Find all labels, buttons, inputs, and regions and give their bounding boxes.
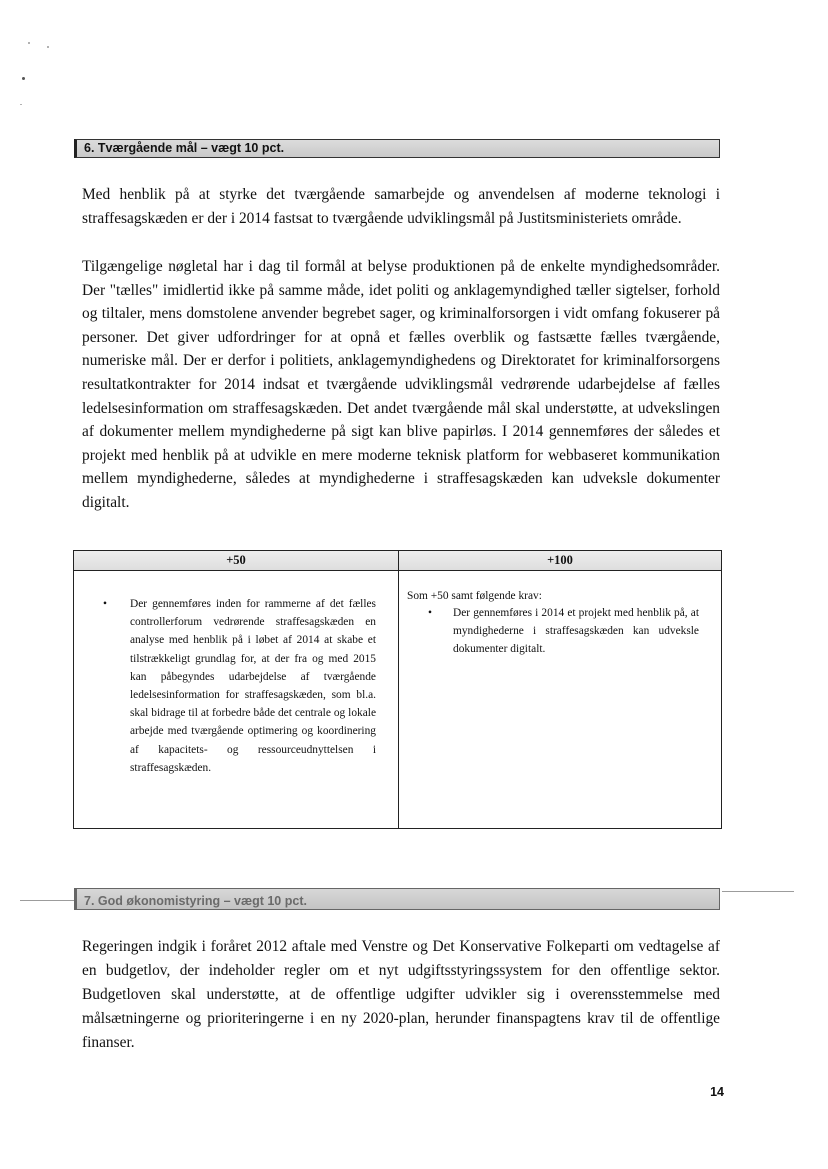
goal-column-50	[74, 551, 399, 828]
goal-100-bullet-text: Der gennemføres i 2014 et projekt med henblik på, at myndighederne i straffesagskæden kan udveksle dokumenter digitalt.	[453, 607, 699, 656]
bullet-icon: •	[428, 607, 432, 619]
goal-table	[73, 550, 722, 829]
section-6-paragraph-2: Tilgængelige nøgletal har i dag til formål at belyse produktionen på de enkelte myndighedsområder. Der "tælles" imidlertid ikke på samme måde, idet politi og anklagemyndighed tæller sigtelser, forhold og tiltaler, mens domstolene anvender begrebet sager, og kriminalforsorgen i vidt omfang fokuserer på personer. Det giver udfordringer for at opnå et fælles overblik og fastsætte fælles tværgående, numeriske mål. Der er derfor i politiets, anklagemyndighedens og Direktoratet for kriminalforsorgens resultatkontrakter for 2014 indsat et tværgående udviklingsmål vedrørende udarbejdelse af fælles ledelsesinformation om straffesagskæden. Det andet tværgående mål skal understøtte, at udvekslingen af dokumenter mellem myndighederne på sigt kan blive papirløs. I 2014 gennemføres der således et projekt med henblik på at udvikle en mere moderne teknisk platform for webbaseret kommunikation mellem myndighederne, således at myndighederne i straffesagskæden kan udveksle dokumenter digitalt.	[82, 258, 720, 511]
goal-100-intro: Som +50 samt følgende krav:	[407, 590, 542, 602]
section-7-paragraph-1: Regeringen indgik i foråret 2012 aftale med Venstre og Det Konservative Folkeparti om vedtagelse af en budgetlov, der indeholder regler om et nyt udgiftsstyringssystem for den offentlige sektor. Budgetloven skal understøtte, at de offentlige udgifter udvikler sig i overensstemmelse med målsætningerne og prioriteringerne i en ny 2020-plan, herunder finanspagtens krav til de offentlige finanser.	[82, 938, 720, 1051]
bullet-icon: •	[103, 598, 107, 610]
goal-column-100	[399, 551, 721, 828]
goal-50-bullet-text: Der gennemføres inden for rammerne af det fælles controllerforum vedrørende straffesagskæden en analyse med henblik på i løbet af 2014 at skabe et tilstrækkeligt grundlag for, at der fra og med 2015 kan påbegyndes udarbejdelse af tværgående ledelsesinformation for straffesagskæden, som bl.a. skal bidrage til at forbedre både det centrale og lokale arbejde med tværgående optimering og koordinering af kapacitets- og ressourceudnyttelsen i straffesagskæden.	[130, 598, 376, 774]
section-6-paragraph-1: Med henblik på at styrke det tværgående samarbejde og anvendelsen af moderne teknologi i straffesagskæden er der i 2014 fastsat to tværgående udviklingsmål på Justitsministeriets område.	[82, 186, 720, 227]
scan-speck	[20, 104, 22, 105]
scan-artifact-line	[20, 900, 76, 901]
page-number: 14	[710, 1085, 724, 1099]
section-6-heading: 6. Tværgående mål – vægt 10 pct.	[74, 139, 720, 158]
goal-50-bullet	[103, 595, 376, 777]
scan-artifact-line	[722, 891, 794, 892]
scan-speck	[28, 42, 30, 44]
goal-100-bullet	[428, 604, 699, 659]
section-7-heading: 7. God økonomistyring – vægt 10 pct.	[74, 888, 720, 910]
goal-header-100: +100	[399, 551, 721, 571]
scan-speck	[47, 46, 49, 48]
scan-speck	[22, 77, 25, 80]
goal-header-50: +50	[74, 551, 398, 571]
